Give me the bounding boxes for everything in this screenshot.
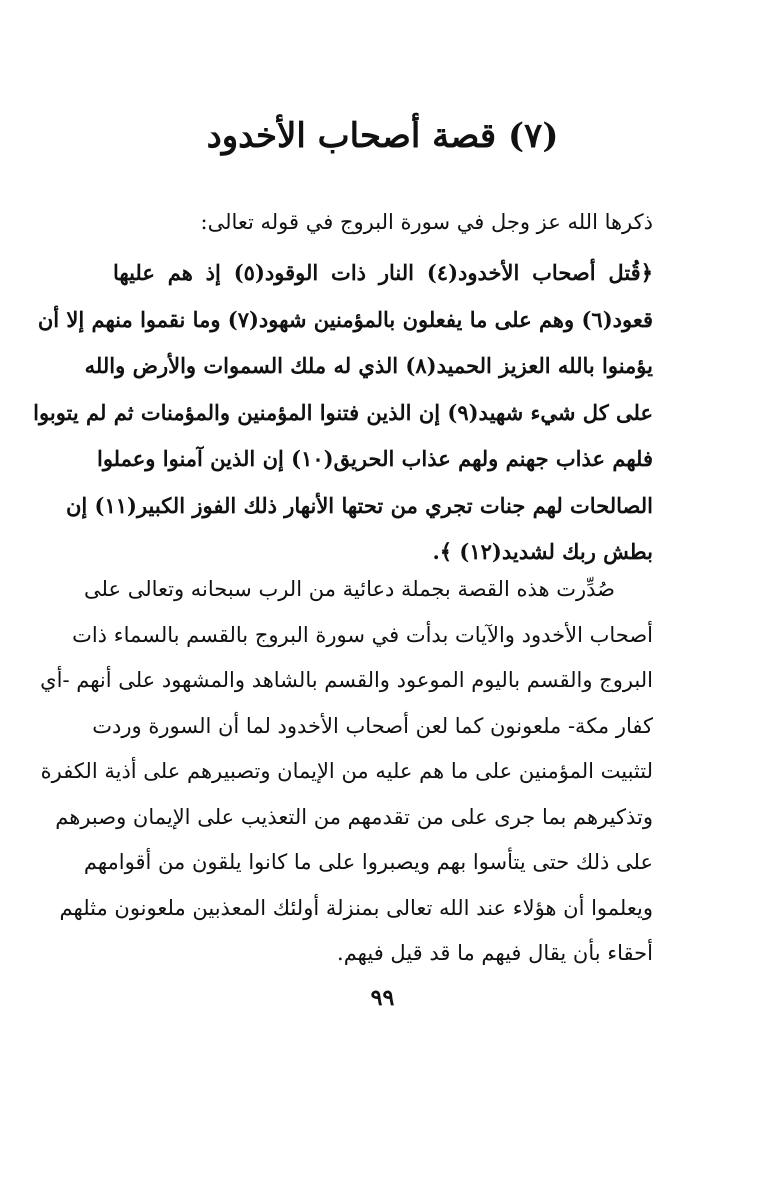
verse-line: على كل شيء شهيد(٩) إن الذين فتنوا المؤمنين والمؤمنات ثم لم يتوبوا xyxy=(33,399,653,425)
commentary-line: ويعلموا أن هؤلاء عند الله تعالى بمنزلة أولئك المعذبين ملعونون مثلهم xyxy=(59,895,653,920)
commentary-line: لتثبيت المؤمنين على ما هم عليه من الإيمان وتصبيرهم على أذية الكفرة xyxy=(40,759,653,783)
commentary-line: صُدِّرت هذه القصة بجملة دعائية من الرب سبحانه وتعالى على xyxy=(84,577,615,601)
commentary-line: أصحاب الأخدود والآيات بدأت في سورة البروج بالقسم بالسماء ذات xyxy=(72,622,653,647)
commentary-line: أحقاء بأن يقال فيهم ما قد قيل فيهم. xyxy=(337,941,653,965)
commentary-line: وتذكيرهم بما جرى على من تقدمهم من التعذيب على الإيمان وصبرهم xyxy=(55,804,653,829)
verse-line: فلهم عذاب جهنم ولهم عذاب الحريق(١٠) إن الذين آمنوا وعملوا xyxy=(97,446,653,471)
verse-line: يؤمنوا بالله العزيز الحميد(٨) الذي له ملك السموات والأرض والله xyxy=(84,353,653,378)
intro-paragraph: ذكرها الله عز وجل في سورة البروج في قوله تعالى: xyxy=(200,210,653,234)
commentary-paragraph xyxy=(40,567,653,977)
page-number: ٩٩ xyxy=(370,985,395,1011)
commentary-line: على ذلك حتى يتأسوا بهم ويصبروا على ما كانوا يلقون من أقوامهم xyxy=(83,850,653,874)
verse-line: قعود(٦) وهم على ما يفعلون بالمؤمنين شهود(٧) وما نقموا منهم إلا أن xyxy=(37,306,653,332)
verse-line: ﴿قُتل أصحاب الأخدود(٤) النار ذات الوقود(٥) إذ هم عليها xyxy=(113,260,653,285)
quran-verse-block xyxy=(33,250,653,576)
verse-line: الصالحات لهم جنات تجري من تحتها الأنهار ذلك الفوز الكبير(١١) إن xyxy=(65,492,653,518)
commentary-line: كفار مكة- ملعونون كما لعن أصحاب الأخدود لما أن السورة وردت xyxy=(92,713,653,738)
commentary-line: البروج والقسم باليوم الموعود والقسم بالشاهد والمشهود على أنهم -أي xyxy=(40,668,653,692)
chapter-title: (٧) قصة أصحاب الأخدود xyxy=(206,116,559,156)
verse-line: بطش ربك لشديد(١٢) ﴾. xyxy=(432,539,653,564)
